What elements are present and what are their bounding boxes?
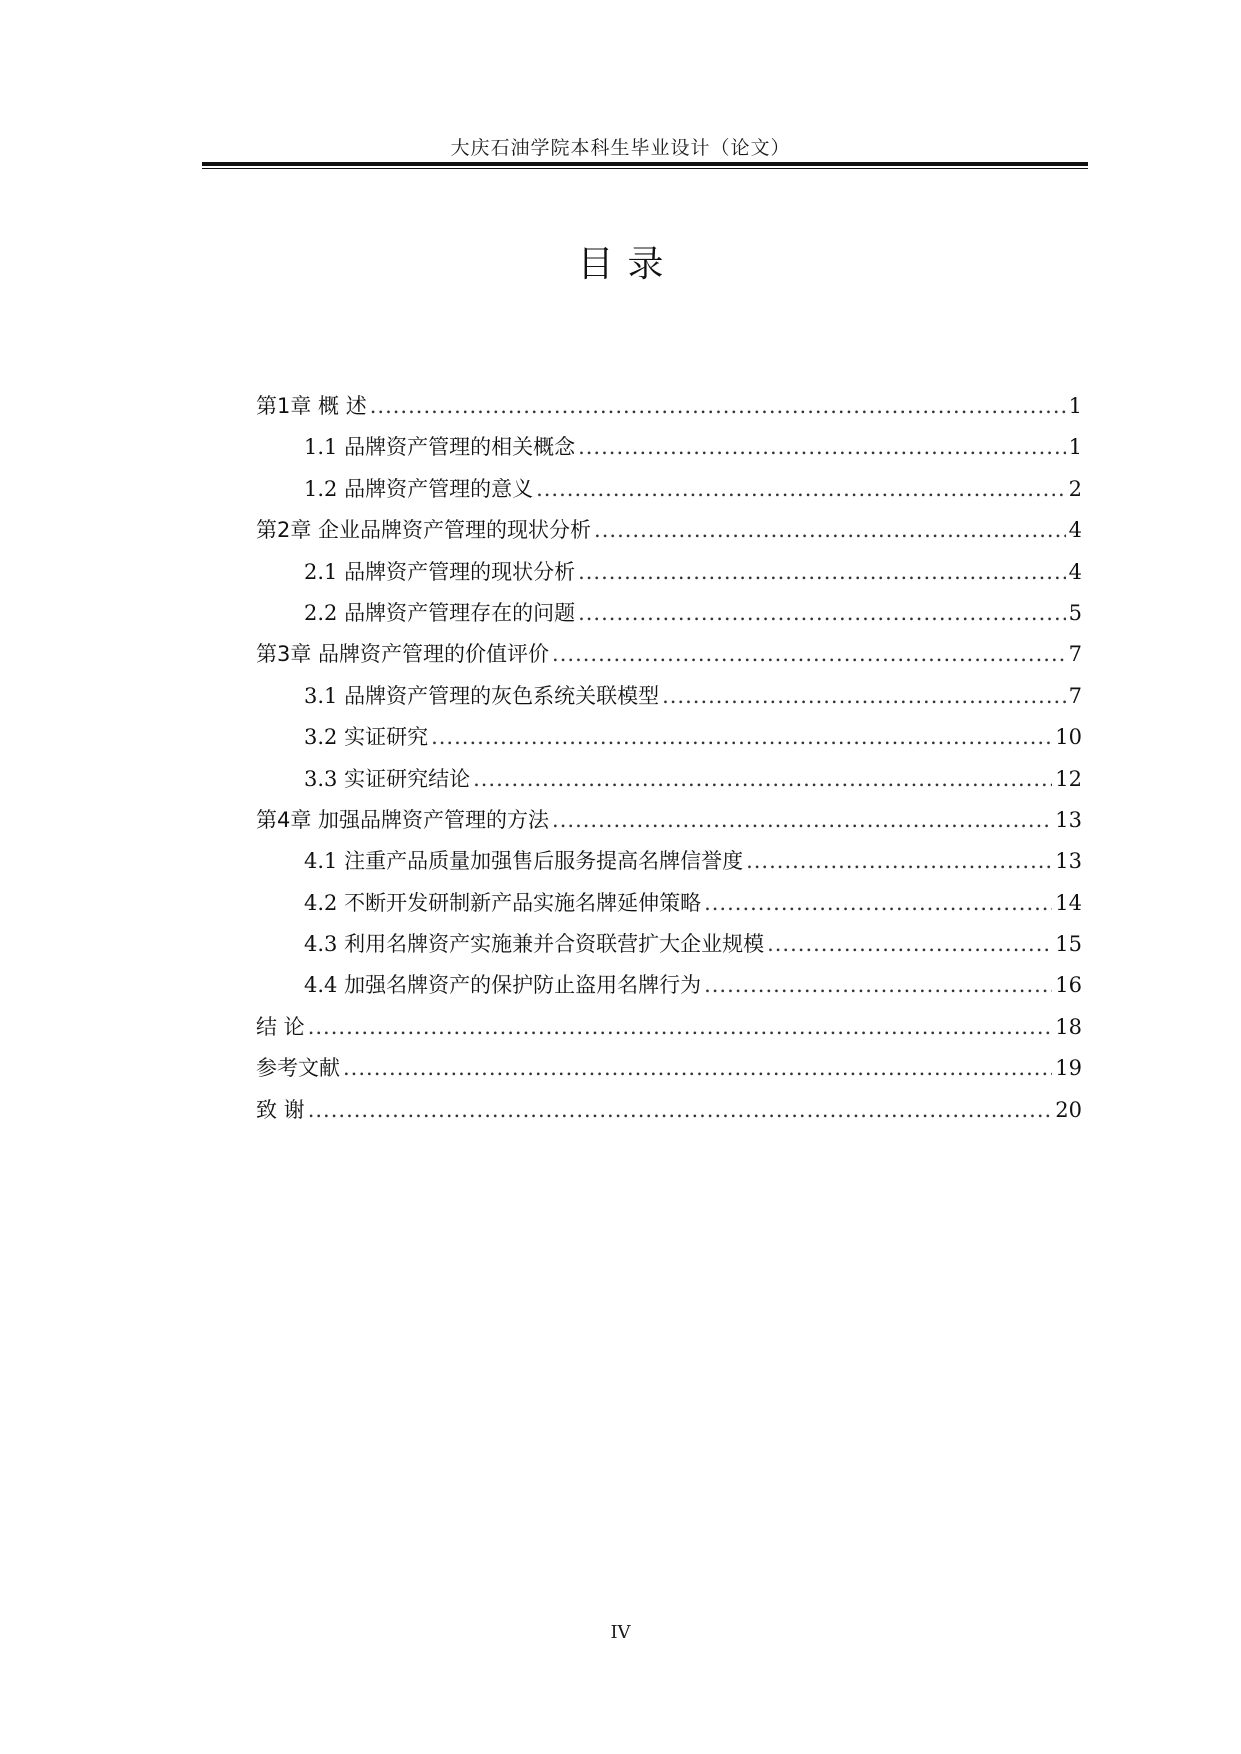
toc-dot-leader xyxy=(308,1007,1053,1048)
toc-dot-leader xyxy=(704,883,1052,924)
toc-section-entry[interactable] xyxy=(256,759,1082,800)
toc-entry-label: 1.2 品牌资产管理的意义 xyxy=(304,476,534,501)
toc-entry-page: 7 xyxy=(1068,683,1082,708)
toc-entry-page: 20 xyxy=(1055,1097,1082,1122)
table-of-contents xyxy=(256,386,1082,1131)
toc-entry-label: 4.2 不断开发研制新产品实施名牌延伸策略 xyxy=(304,890,702,915)
toc-chapter-entry[interactable] xyxy=(256,1090,1082,1131)
header-rule-thin xyxy=(202,168,1088,169)
toc-entry-label: 1.1 品牌资产管理的相关概念 xyxy=(304,435,576,460)
toc-entry-page: 16 xyxy=(1055,973,1082,998)
toc-entry-page: 12 xyxy=(1055,766,1082,791)
toc-entry-page: 4 xyxy=(1068,559,1082,584)
toc-entry-page: 14 xyxy=(1055,890,1082,915)
toc-dot-leader xyxy=(704,965,1052,1006)
toc-section-entry[interactable] xyxy=(256,593,1082,634)
toc-entry-label: 第3章 品牌资产管理的价值评价 xyxy=(256,642,550,667)
toc-section-entry[interactable] xyxy=(256,717,1082,758)
toc-dot-leader xyxy=(552,634,1066,675)
toc-section-entry[interactable] xyxy=(256,924,1082,965)
toc-entry-label: 参考文献 xyxy=(256,1056,340,1081)
toc-entry-label: 3.3 实证研究结论 xyxy=(304,766,471,791)
toc-entry-page: 7 xyxy=(1068,642,1082,667)
toc-section-entry[interactable] xyxy=(256,427,1082,468)
toc-entry-label: 4.1 注重产品质量加强售后服务提高名牌信誉度 xyxy=(304,849,744,874)
toc-entry-page: 1 xyxy=(1068,435,1082,460)
toc-section-entry[interactable] xyxy=(256,676,1082,717)
running-header: 大庆石油学院本科生毕业设计（论文） xyxy=(450,137,791,159)
toc-entry-label: 4.3 利用名牌资产实施兼并合资联营扩大企业规模 xyxy=(304,932,765,957)
toc-chapter-entry[interactable] xyxy=(256,634,1082,675)
toc-dot-leader xyxy=(578,593,1066,634)
toc-entry-label: 3.1 品牌资产管理的灰色系统关联模型 xyxy=(304,683,660,708)
toc-entry-label: 致 谢 xyxy=(256,1097,305,1122)
toc-entry-page: 18 xyxy=(1055,1014,1082,1039)
toc-entry-page: 15 xyxy=(1055,932,1082,957)
toc-dot-leader xyxy=(370,386,1066,427)
toc-entry-label: 第1章 概 述 xyxy=(256,394,367,418)
toc-entry-label: 第4章 加强品牌资产管理的方法 xyxy=(256,807,550,832)
toc-dot-leader xyxy=(594,510,1066,551)
toc-entry-page: 10 xyxy=(1055,725,1082,750)
toc-entry-page: 19 xyxy=(1055,1056,1082,1081)
toc-entry-page: 2 xyxy=(1068,476,1082,501)
header-rule-thick xyxy=(202,162,1088,166)
toc-entry-label: 3.2 实证研究 xyxy=(304,725,429,750)
toc-dot-leader xyxy=(767,924,1052,965)
toc-title: 目录 xyxy=(577,244,678,285)
toc-chapter-entry[interactable] xyxy=(256,1048,1082,1089)
toc-dot-leader xyxy=(662,676,1066,717)
toc-chapter-entry[interactable] xyxy=(256,386,1082,427)
toc-dot-leader xyxy=(578,427,1066,468)
toc-dot-leader xyxy=(536,469,1066,510)
toc-dot-leader xyxy=(431,717,1052,758)
toc-chapter-entry[interactable] xyxy=(256,1007,1082,1048)
toc-section-entry[interactable] xyxy=(256,883,1082,924)
toc-section-entry[interactable] xyxy=(256,552,1082,593)
toc-entry-page: 1 xyxy=(1068,394,1082,418)
toc-dot-leader xyxy=(552,800,1052,841)
page-number: IV xyxy=(610,1622,631,1643)
toc-dot-leader xyxy=(343,1048,1052,1089)
toc-entry-page: 13 xyxy=(1055,807,1082,832)
toc-entry-label: 结 论 xyxy=(256,1014,305,1039)
toc-dot-leader xyxy=(578,552,1066,593)
toc-entry-label: 4.4 加强名牌资产的保护防止盗用名牌行为 xyxy=(304,973,702,998)
toc-dot-leader xyxy=(473,759,1052,800)
toc-section-entry[interactable] xyxy=(256,841,1082,882)
toc-entry-page: 4 xyxy=(1068,518,1082,543)
toc-entry-page: 5 xyxy=(1068,600,1082,625)
toc-entry-label: 2.2 品牌资产管理存在的问题 xyxy=(304,600,576,625)
toc-dot-leader xyxy=(308,1090,1053,1131)
toc-dot-leader xyxy=(746,841,1052,882)
toc-entry-label: 2.1 品牌资产管理的现状分析 xyxy=(304,559,576,584)
toc-chapter-entry[interactable] xyxy=(256,510,1082,551)
toc-entry-page: 13 xyxy=(1055,849,1082,874)
toc-chapter-entry[interactable] xyxy=(256,800,1082,841)
toc-entry-label: 第2章 企业品牌资产管理的现状分析 xyxy=(256,518,592,543)
toc-section-entry[interactable] xyxy=(256,965,1082,1006)
toc-section-entry[interactable] xyxy=(256,469,1082,510)
